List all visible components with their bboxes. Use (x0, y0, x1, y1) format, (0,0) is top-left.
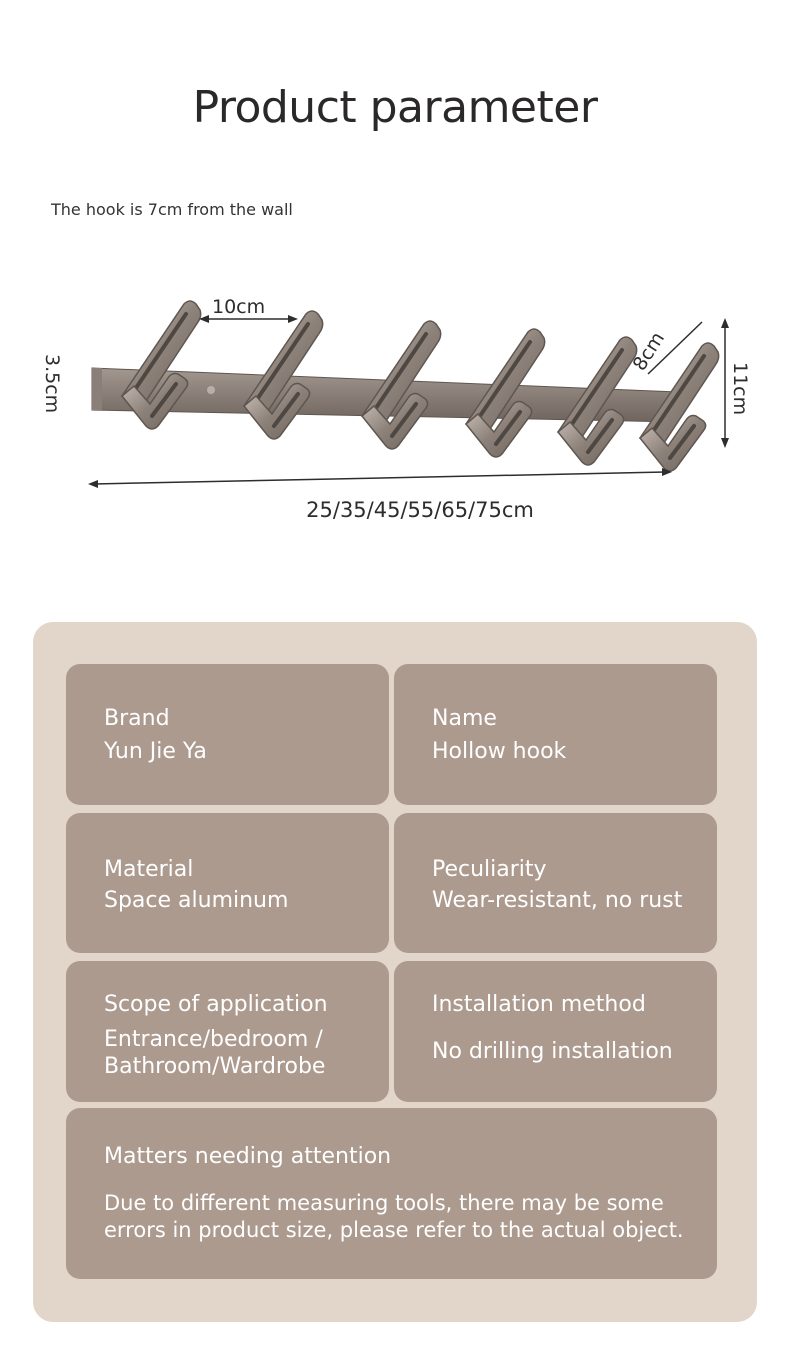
spec-material-label: Material (104, 857, 194, 882)
wall-distance-note: The hook is 7cm from the wall (51, 200, 293, 219)
hook-length-label: 8cm (628, 328, 669, 375)
spec-scope (66, 961, 389, 1102)
spec-installation-value: No drilling installation (432, 1039, 673, 1064)
total-height-label: 11cm (729, 362, 751, 416)
spec-attention (66, 1108, 717, 1279)
spec-name-value: Hollow hook (432, 739, 567, 764)
spec-name (394, 664, 717, 805)
spec-brand-value: Yun Jie Ya (104, 739, 207, 764)
rail-height-label: 3.5cm (41, 354, 63, 414)
spec-peculiarity (394, 813, 717, 953)
length-options-label: 25/35/45/55/65/75cm (306, 498, 534, 522)
spec-brand (66, 664, 389, 805)
spec-scope-label: Scope of application (104, 992, 328, 1017)
spec-installation (394, 961, 717, 1102)
spec-scope-value: Entrance/bedroom / Bathroom/Wardrobe (104, 1027, 326, 1079)
spec-brand-label: Brand (104, 706, 170, 731)
page-title: Product parameter (192, 82, 598, 133)
spec-peculiarity-label: Peculiarity (432, 857, 547, 882)
spec-attention-label: Matters needing attention (104, 1144, 392, 1169)
spec-attention-value: Due to different measuring tools, there may be some errors in product size, please refer to the actual object. (104, 1191, 684, 1242)
spec-panel (33, 622, 757, 1322)
spacing-label: 10cm (212, 296, 266, 318)
spec-material-value: Space aluminum (104, 888, 289, 913)
spec-installation-label: Installation method (432, 992, 646, 1017)
spec-name-label: Name (432, 706, 497, 731)
hook-rack-diagram (0, 250, 790, 550)
spec-material (66, 813, 389, 953)
spec-peculiarity-value: Wear-resistant, no rust (432, 888, 683, 913)
